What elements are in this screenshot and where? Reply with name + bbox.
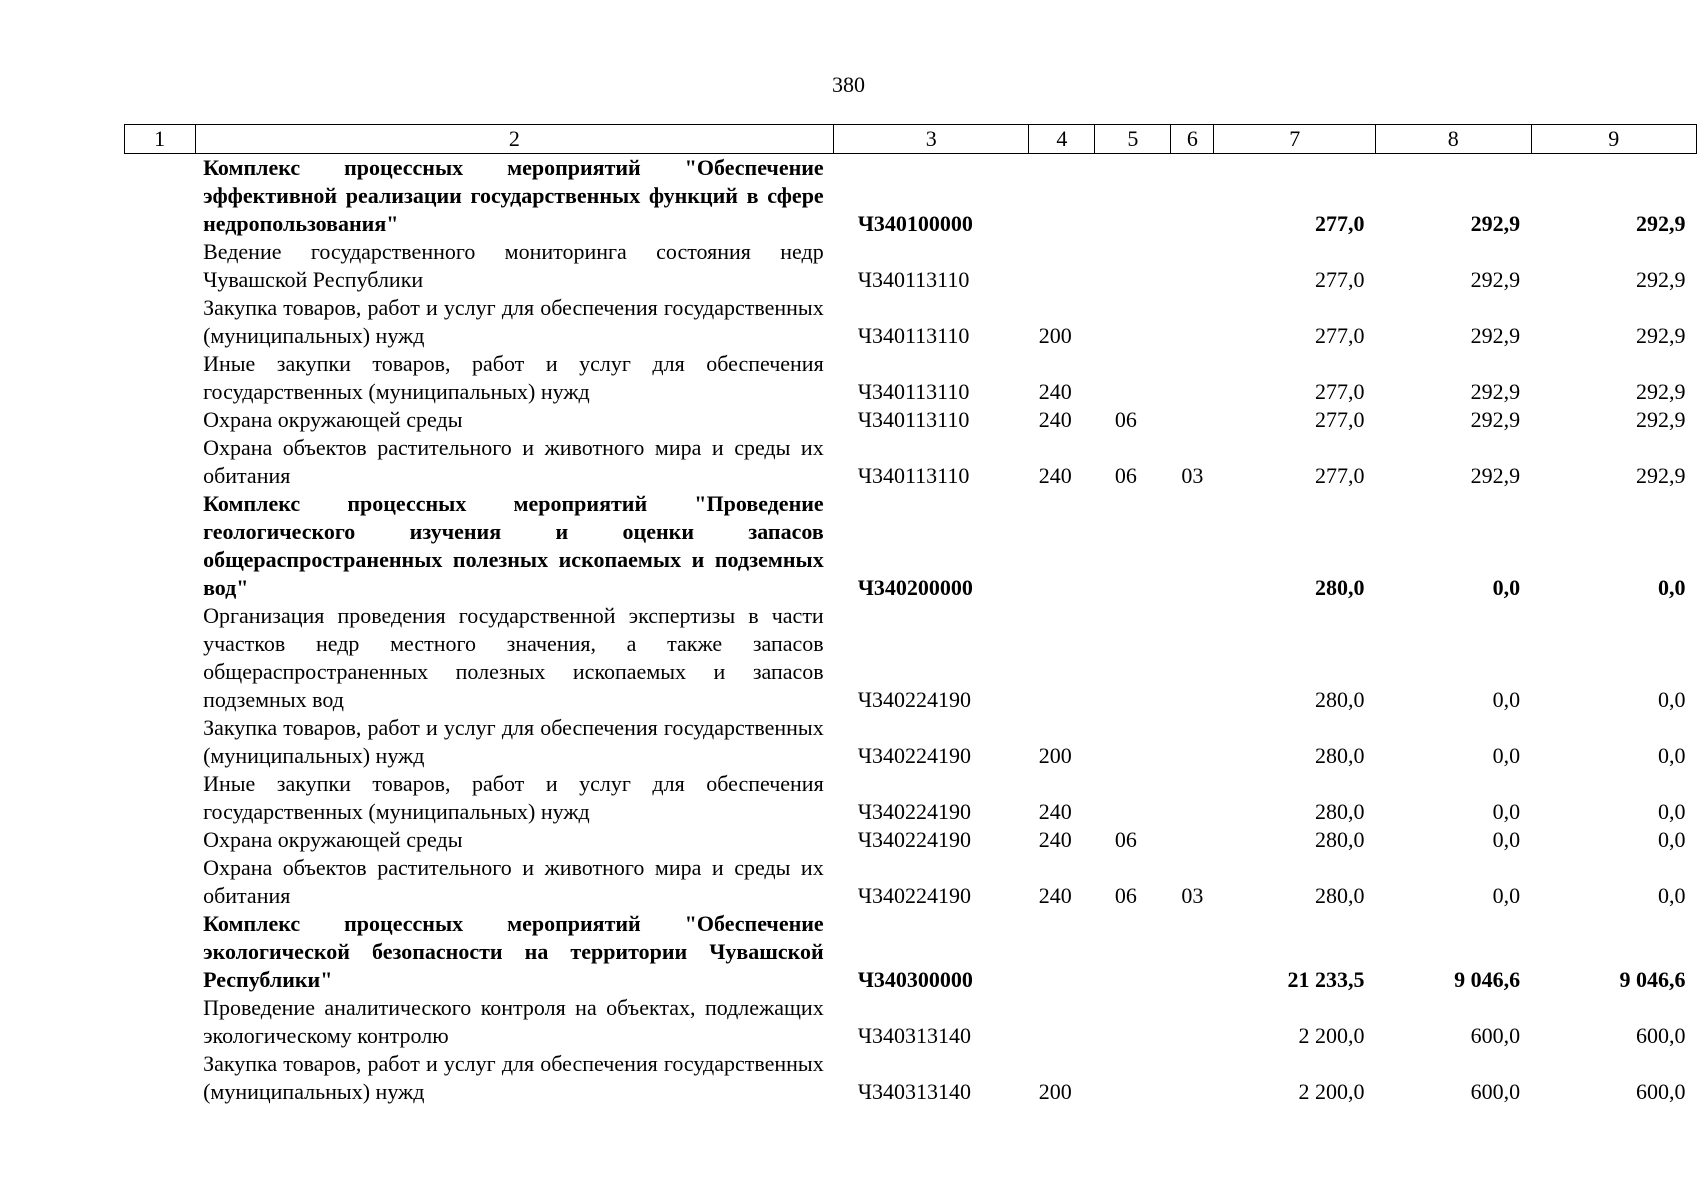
section-code	[1095, 1050, 1171, 1106]
expense-type-code	[1029, 238, 1095, 294]
expense-type-code: 200	[1038, 743, 1072, 768]
amount-col-8: 292,9	[1470, 463, 1521, 488]
table-row	[0, 770, 1697, 826]
amount-col-9: 0,0	[1658, 827, 1686, 852]
amount-col-7: 277,0	[1314, 407, 1365, 432]
amount-col-7: 21 233,5	[1287, 967, 1365, 992]
table-row	[0, 1050, 1697, 1106]
amount-col-8: 292,9	[1470, 267, 1521, 292]
section-code: 06	[1114, 883, 1137, 908]
expense-type-code	[1029, 602, 1095, 714]
table-row	[0, 490, 1697, 602]
amount-col-8: 0,0	[1492, 827, 1521, 852]
amount-col-8: 600,0	[1470, 1079, 1521, 1104]
subsection-code	[1171, 910, 1214, 994]
section-code	[1095, 294, 1171, 350]
section-code	[1095, 770, 1171, 826]
amount-col-9: 0,0	[1658, 743, 1686, 768]
item-name: Организация проведения государственной экспертизы в части участков недр местного значения, а также запасов общераспространенных полезных ископаемых и запасов подземных вод	[203, 603, 824, 712]
table-row	[0, 714, 1697, 770]
section-code: 06	[1114, 463, 1137, 488]
item-name: Охрана окружающей среды	[203, 407, 463, 432]
column-header-3: 3	[834, 125, 1029, 154]
subsection-code	[1171, 770, 1214, 826]
subsection-code	[1171, 406, 1214, 434]
left-margin-cell	[0, 238, 124, 294]
left-margin-cell	[0, 490, 124, 602]
amount-col-9: 292,9	[1636, 211, 1686, 236]
amount-col-9: 0,0	[1658, 575, 1686, 600]
left-margin-cell	[0, 826, 124, 854]
left-margin-cell	[0, 994, 124, 1050]
item-name: Проведение аналитического контроля на объектах, подлежащих экологическому контролю	[203, 995, 824, 1048]
expense-type-code: 240	[1038, 463, 1072, 488]
target-article-code: Ч340313140	[857, 1079, 972, 1104]
amount-col-9: 292,9	[1636, 463, 1686, 488]
target-article-code: Ч340113110	[857, 323, 970, 348]
expense-type-code: 240	[1038, 799, 1072, 824]
target-article-code: Ч340224190	[857, 743, 972, 768]
amount-col-7: 277,0	[1314, 463, 1365, 488]
section-code	[1095, 994, 1171, 1050]
left-margin-cell	[0, 350, 124, 406]
column-header-8: 8	[1375, 125, 1531, 154]
section-code	[1095, 154, 1171, 239]
col-1-cell	[124, 294, 195, 350]
target-article-code: Ч340113110	[857, 463, 970, 488]
amount-col-8: 9 046,6	[1454, 967, 1521, 992]
expense-type-code	[1029, 154, 1095, 239]
left-margin-cell	[0, 910, 124, 994]
subsection-code	[1171, 294, 1214, 350]
subsection-code	[1171, 602, 1214, 714]
subsection-code	[1171, 1050, 1214, 1106]
expense-type-code: 200	[1038, 323, 1072, 348]
amount-col-8: 0,0	[1492, 687, 1521, 712]
item-name: Иные закупки товаров, работ и услуг для обеспечения государственных (муниципальных) нужд	[203, 771, 824, 824]
table-row	[0, 238, 1697, 294]
column-header-2: 2	[195, 125, 834, 154]
col-1-cell	[124, 490, 195, 602]
target-article-code: Ч340224190	[857, 687, 972, 712]
left-margin-cell	[0, 125, 124, 154]
amount-col-7: 277,0	[1314, 323, 1365, 348]
column-header-1: 1	[124, 125, 195, 154]
item-name: Закупка товаров, работ и услуг для обеспечения государственных (муниципальных) нужд	[203, 715, 824, 768]
amount-col-7: 277,0	[1314, 211, 1365, 236]
target-article-code: Ч340300000	[857, 967, 973, 992]
amount-col-8: 0,0	[1492, 743, 1521, 768]
amount-col-7: 277,0	[1314, 267, 1365, 292]
amount-col-8: 292,9	[1470, 323, 1521, 348]
col-1-cell	[124, 406, 195, 434]
amount-col-8: 0,0	[1492, 883, 1521, 908]
amount-col-7: 280,0	[1314, 575, 1365, 600]
target-article-code: Ч340113110	[857, 379, 970, 404]
section-code	[1095, 910, 1171, 994]
left-margin-cell	[0, 770, 124, 826]
table-row	[0, 910, 1697, 994]
col-1-cell	[124, 994, 195, 1050]
col-1-cell	[124, 826, 195, 854]
column-header-7: 7	[1214, 125, 1375, 154]
amount-col-9: 0,0	[1658, 883, 1686, 908]
amount-col-8: 292,9	[1470, 211, 1521, 236]
section-code	[1095, 602, 1171, 714]
amount-col-8: 0,0	[1492, 799, 1521, 824]
item-name: Ведение государственного мониторинга состояния недр Чувашской Республики	[203, 239, 824, 292]
column-header-4: 4	[1029, 125, 1095, 154]
amount-col-9: 292,9	[1636, 407, 1686, 432]
amount-col-9: 600,0	[1636, 1023, 1686, 1048]
amount-col-8: 0,0	[1492, 575, 1521, 600]
target-article-code: Ч340113110	[857, 407, 970, 432]
item-name: Закупка товаров, работ и услуг для обеспечения государственных (муниципальных) нужд	[203, 295, 824, 348]
left-margin-cell	[0, 1050, 124, 1106]
item-name: Комплекс процессных мероприятий "Проведение геологического изучения и оценки запасов общераспространенных полезных ископаемых и подземных вод"	[203, 491, 824, 600]
amount-col-7: 280,0	[1314, 687, 1365, 712]
section-code	[1095, 350, 1171, 406]
amount-col-8: 292,9	[1470, 407, 1521, 432]
col-1-cell	[124, 154, 195, 239]
col-1-cell	[124, 714, 195, 770]
left-margin-cell	[0, 154, 124, 239]
table-row	[0, 434, 1697, 490]
expense-type-code: 240	[1038, 379, 1072, 404]
amount-col-7: 277,0	[1314, 379, 1365, 404]
amount-col-7: 280,0	[1314, 827, 1365, 852]
item-name: Охрана объектов растительного и животного мира и среды их обитания	[203, 435, 824, 488]
target-article-code: Ч340100000	[857, 211, 973, 236]
amount-col-7: 2 200,0	[1298, 1023, 1365, 1048]
section-code: 06	[1114, 407, 1137, 432]
amount-col-8: 292,9	[1470, 379, 1521, 404]
col-1-cell	[124, 770, 195, 826]
target-article-code: Ч340224190	[857, 827, 972, 852]
subsection-code	[1171, 714, 1214, 770]
subsection-code	[1171, 154, 1214, 239]
left-margin-cell	[0, 714, 124, 770]
col-1-cell	[124, 602, 195, 714]
col-1-cell	[124, 238, 195, 294]
subsection-code: 03	[1181, 463, 1204, 488]
item-name: Охрана объектов растительного и животного мира и среды их обитания	[203, 855, 824, 908]
amount-col-8: 600,0	[1470, 1023, 1521, 1048]
subsection-code	[1171, 994, 1214, 1050]
table-row	[0, 154, 1697, 239]
section-code	[1095, 490, 1171, 602]
left-margin-cell	[0, 294, 124, 350]
item-name: Иные закупки товаров, работ и услуг для обеспечения государственных (муниципальных) нужд	[203, 351, 824, 404]
page-number: 380	[832, 72, 865, 97]
left-margin-cell	[0, 434, 124, 490]
column-header-5: 5	[1095, 125, 1171, 154]
subsection-code	[1171, 238, 1214, 294]
subsection-code	[1171, 350, 1214, 406]
section-code: 06	[1114, 827, 1137, 852]
expense-type-code: 200	[1038, 1079, 1072, 1104]
table-row	[0, 854, 1697, 910]
amount-col-7: 2 200,0	[1298, 1079, 1365, 1104]
col-1-cell	[124, 854, 195, 910]
amount-col-9: 0,0	[1658, 687, 1686, 712]
table-row	[0, 406, 1697, 434]
expense-type-code	[1029, 490, 1095, 602]
expense-type-code: 240	[1038, 407, 1072, 432]
col-1-cell	[124, 910, 195, 994]
amount-col-9: 292,9	[1636, 379, 1686, 404]
col-1-cell	[124, 350, 195, 406]
target-article-code: Ч340113110	[857, 267, 970, 292]
left-margin-cell	[0, 854, 124, 910]
expense-type-code: 240	[1038, 883, 1072, 908]
target-article-code: Ч340224190	[857, 883, 972, 908]
expense-type-code	[1029, 910, 1095, 994]
section-code	[1095, 714, 1171, 770]
table-row	[0, 602, 1697, 714]
expense-type-code	[1029, 994, 1095, 1050]
target-article-code: Ч340313140	[857, 1023, 972, 1048]
target-article-code: Ч340224190	[857, 799, 972, 824]
column-header-6: 6	[1171, 125, 1214, 154]
expense-type-code: 240	[1038, 827, 1072, 852]
table-row	[0, 826, 1697, 854]
item-name: Комплекс процессных мероприятий "Обеспечение экологической безопасности на территории Чувашской Республики"	[203, 911, 824, 992]
table-row	[0, 294, 1697, 350]
column-header-9: 9	[1531, 125, 1696, 154]
target-article-code: Ч340200000	[857, 575, 973, 600]
subsection-code	[1171, 826, 1214, 854]
amount-col-7: 280,0	[1314, 799, 1365, 824]
amount-col-9: 0,0	[1658, 799, 1686, 824]
item-name: Комплекс процессных мероприятий "Обеспечение эффективной реализации государственных функций в сфере недропользования"	[203, 155, 824, 236]
amount-col-9: 292,9	[1636, 267, 1686, 292]
col-1-cell	[124, 434, 195, 490]
amount-col-9: 292,9	[1636, 323, 1686, 348]
amount-col-9: 600,0	[1636, 1079, 1686, 1104]
item-name: Закупка товаров, работ и услуг для обеспечения государственных (муниципальных) нужд	[203, 1051, 824, 1104]
table-header-row	[0, 125, 1697, 154]
amount-col-9: 9 046,6	[1619, 967, 1686, 992]
amount-col-7: 280,0	[1314, 743, 1365, 768]
section-code	[1095, 238, 1171, 294]
amount-col-7: 280,0	[1314, 883, 1365, 908]
table-row	[0, 350, 1697, 406]
subsection-code	[1171, 490, 1214, 602]
budget-table	[0, 124, 1697, 1106]
left-margin-cell	[0, 602, 124, 714]
subsection-code: 03	[1181, 883, 1204, 908]
table-row	[0, 994, 1697, 1050]
col-1-cell	[124, 1050, 195, 1106]
left-margin-cell	[0, 406, 124, 434]
item-name: Охрана окружающей среды	[203, 827, 463, 852]
